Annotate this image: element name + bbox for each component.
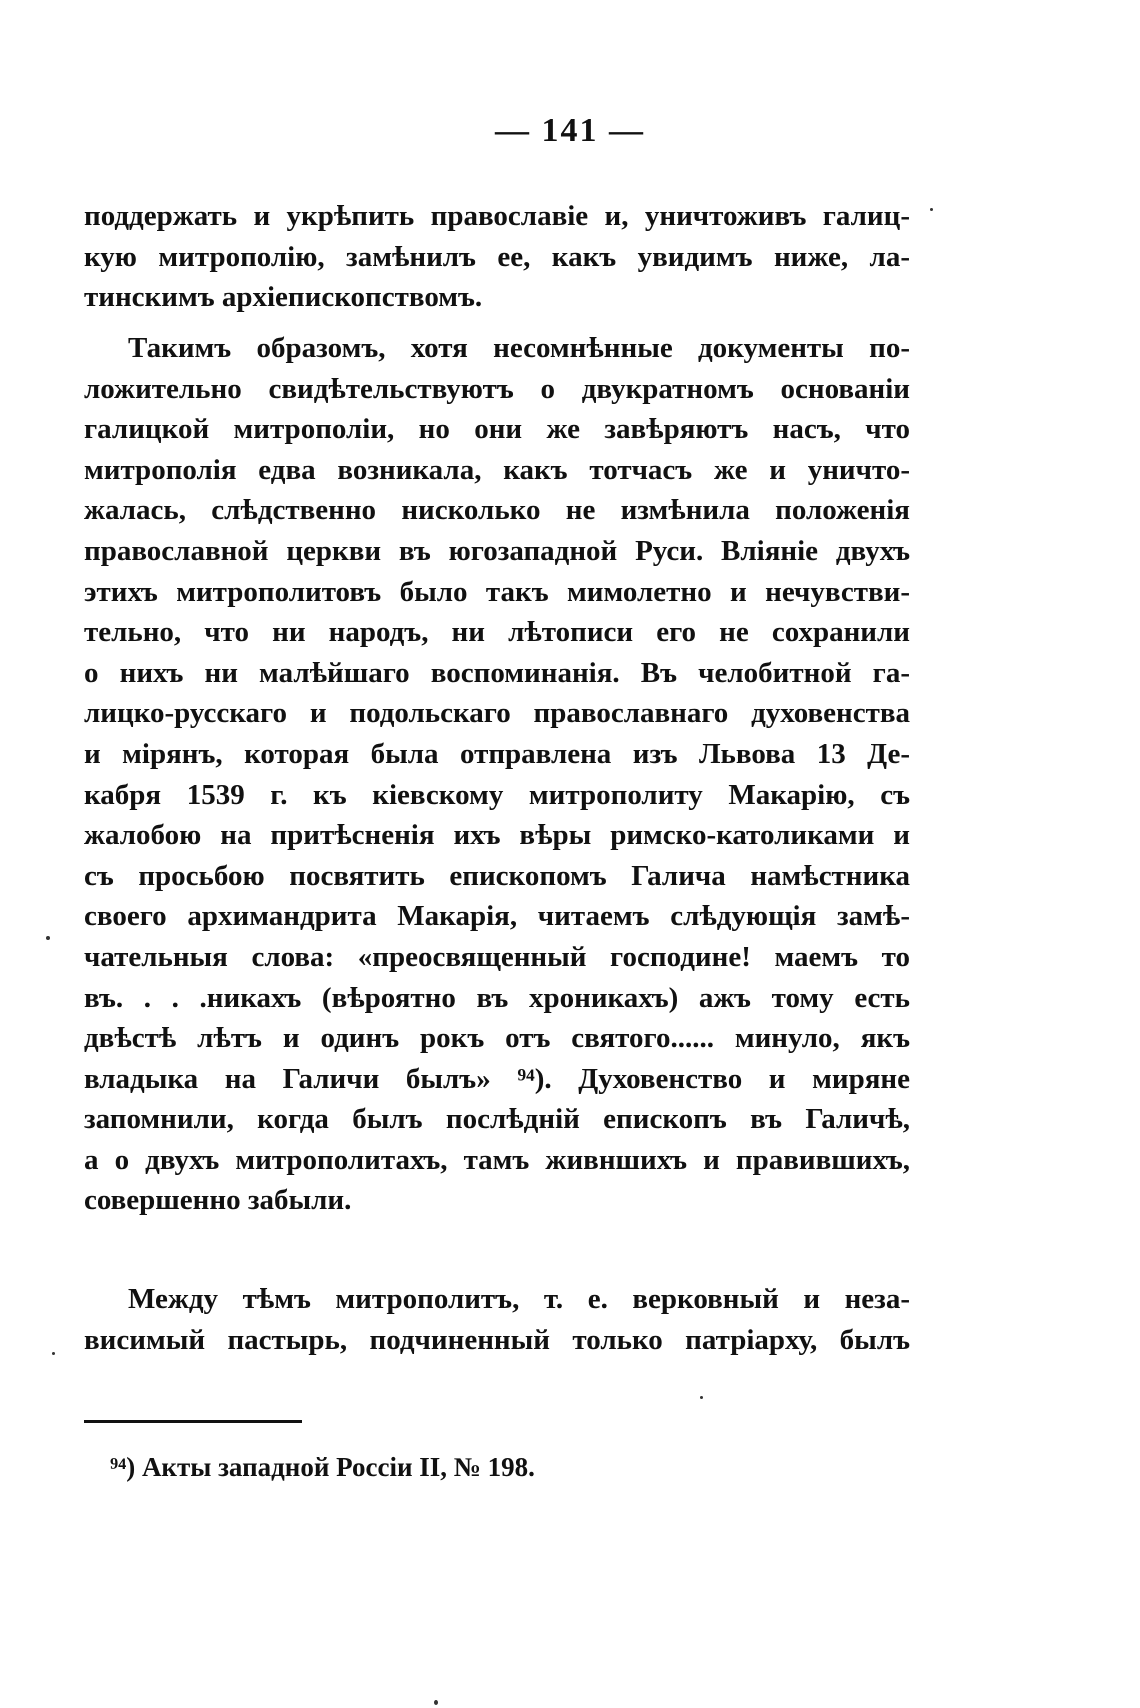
text-line: этихъ митрополитовъ было такъ мимолетно и нечувстви- <box>84 575 910 608</box>
text-line: владыка на Галичи былъ» ⁹⁴). Духовенство и миряне <box>84 1062 910 1095</box>
footnote-divider <box>84 1420 302 1423</box>
text-line: галицкой митрополіи, но они же завѣряютъ насъ, что <box>84 413 910 446</box>
text-line: тельно, что ни народъ, ни лѣтописи его не сохранили <box>84 616 910 649</box>
text-line: двѣстѣ лѣтъ и одинъ рокъ отъ святого...... минуло, якъ <box>84 1022 910 1055</box>
text-line: висимый пастырь, подчиненный только патріарху, былъ <box>84 1323 910 1356</box>
text-line: митрополія едва возникала, какъ тотчасъ же и уничто- <box>84 453 910 486</box>
footnote-text: Акты западной Россіи II, № 198. <box>141 1452 535 1482</box>
text-line: тинскимъ архіепископствомъ. <box>84 281 483 314</box>
paragraph-1 <box>84 196 910 318</box>
footnote-marker: ⁹⁴) <box>110 1452 136 1482</box>
text-line: лицко-русскаго и подольскаго православнаго духовенства <box>84 697 910 730</box>
scan-speck <box>52 1352 55 1355</box>
paragraph-2 <box>84 328 910 1221</box>
page-number: — 141 — <box>495 112 645 149</box>
footnote <box>110 1452 535 1483</box>
text-line: а о двухъ митрополитахъ, тамъ живншихъ и правившихъ, <box>84 1143 910 1176</box>
text-line: своего архимандрита Макарія, читаемъ слѣдующія замѣ- <box>84 900 910 933</box>
text-line: въ. . . .никахъ (вѣроятно въ хроникахъ) ажъ тому есть <box>84 981 910 1014</box>
text-line: Между тѣмъ митрополитъ, т. е. верковный и неза- <box>128 1283 910 1315</box>
scan-speck <box>700 1396 703 1399</box>
text-line: поддержать и укрѣпить православіе и, уничтоживъ галиц- <box>84 200 910 232</box>
scan-speck <box>434 1700 438 1705</box>
paragraph-3 <box>84 1279 910 1360</box>
text-line: жалась, слѣдственно нисколько не измѣнила положенія <box>84 494 910 527</box>
scan-speck <box>930 208 933 211</box>
text-line: православной церкви въ югозападной Руси. Вліяніе двухъ <box>84 534 910 567</box>
text-line: съ просьбою посвятить епископомъ Галича намѣстника <box>84 859 910 892</box>
text-line: о нихъ ни малѣйшаго воспоминанія. Въ челобитной га- <box>84 656 910 689</box>
text-line: совершенно забыли. <box>84 1184 352 1217</box>
scan-speck <box>46 936 50 940</box>
text-line: и мірянъ, которая была отправлена изъ Львова 13 Де- <box>84 737 910 770</box>
text-line: жалобою на притѣсненія ихъ вѣры римско-католиками и <box>84 819 910 852</box>
text-line: ложительно свидѣтельствуютъ о двукратномъ основаніи <box>84 372 910 405</box>
text-line: кую митрополію, замѣнилъ ее, какъ увидимъ ниже, ла- <box>84 240 910 273</box>
text-line: чательныя слова: «преосвященный господине! маемъ то <box>84 940 910 973</box>
text-line: Такимъ образомъ, хотя несомнѣнные документы по- <box>128 332 910 364</box>
text-line: кабря 1539 г. къ кіевскому митрополиту Макарію, съ <box>84 778 910 811</box>
text-line: запомнили, когда былъ послѣдній епископъ въ Галичѣ, <box>84 1103 910 1136</box>
